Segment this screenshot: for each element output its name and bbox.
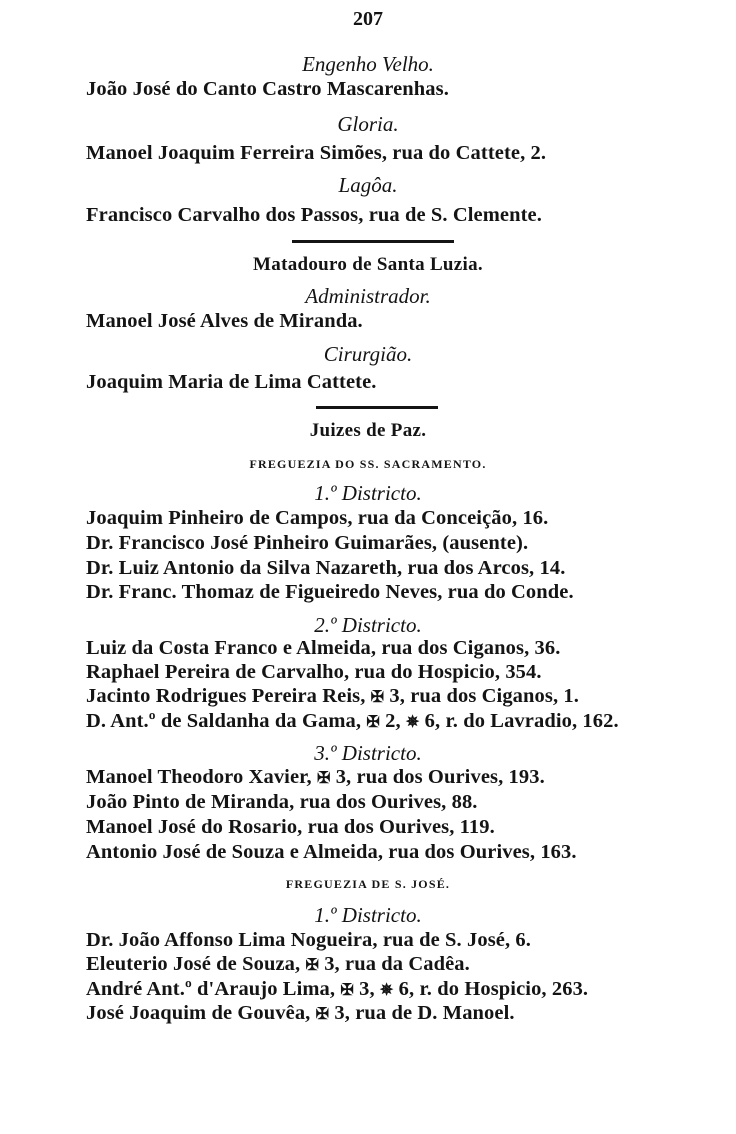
heading-engenho-velho: Engenho Velho.: [302, 52, 434, 76]
entry-line: Raphael Pereira de Carvalho, rua do Hospicio, 354.: [86, 661, 542, 683]
entry-cirurgiao: Joaquim Maria de Lima Cattete.: [86, 371, 377, 393]
heading-gloria: Gloria.: [337, 112, 399, 136]
entry-text: 3,: [359, 978, 375, 1000]
entry-text: Manoel Theodoro Xavier,: [86, 766, 312, 788]
entry-line: [86, 978, 588, 1001]
section-divider: [316, 406, 438, 409]
order-of-rose-icon: ✵: [405, 714, 420, 731]
entry-line: [86, 710, 619, 733]
entry-gloria: Manoel Joaquim Ferreira Simões, rua do Cattete, 2.: [86, 142, 547, 164]
entry-line: João Pinto de Miranda, rua dos Ourives, 88.: [86, 791, 478, 813]
order-of-christ-cross-icon: ✠: [315, 1006, 330, 1023]
heading-districto-3: 3.º Districto.: [314, 741, 422, 765]
heading-districto-2: 2.º Districto.: [314, 613, 422, 637]
entry-text: Jacinto Rodrigues Pereira Reis,: [86, 685, 366, 707]
heading-districto-1: 1.º Districto.: [314, 903, 422, 927]
entry-text: Eleuterio José de Souza,: [86, 953, 301, 975]
order-of-christ-cross-icon: ✠: [370, 689, 385, 706]
entry-line: [86, 766, 545, 789]
entry-line: Luiz da Costa Franco e Almeida, rua dos Ciganos, 36.: [86, 637, 561, 659]
entry-text: 2,: [385, 710, 401, 732]
entry-engenho-velho: João José do Canto Castro Mascarenhas.: [86, 78, 449, 100]
entry-text: D. Ant.º de Saldanha da Gama,: [86, 710, 362, 732]
entry-text: 3, rua dos Ciganos, 1.: [389, 685, 579, 707]
entry-line: Dr. Luiz Antonio da Silva Nazareth, rua dos Arcos, 14.: [86, 557, 566, 579]
heading-juizes-de-paz: Juizes de Paz.: [309, 420, 427, 441]
entry-line: Joaquim Pinheiro de Campos, rua da Conceição, 16.: [86, 507, 549, 529]
entry-lagoa: Francisco Carvalho dos Passos, rua de S. Clemente.: [86, 204, 542, 226]
section-divider: [292, 240, 454, 243]
heading-districto-1: 1.º Districto.: [314, 481, 422, 505]
heading-lagoa: Lagôa.: [338, 173, 398, 197]
order-of-rose-icon: ✵: [379, 982, 394, 999]
entry-line: Manoel José do Rosario, rua dos Ourives, 119.: [86, 816, 495, 838]
heading-matadouro: Matadouro de Santa Luzia.: [253, 254, 483, 275]
heading-cirurgiao: Cirurgião.: [323, 342, 413, 366]
entry-line: Dr. Franc. Thomaz de Figueiredo Neves, rua do Conde.: [86, 581, 574, 603]
order-of-christ-cross-icon: ✠: [340, 982, 354, 999]
entry-line: [86, 953, 470, 976]
entry-line: [86, 685, 579, 708]
entry-line: Antonio José de Souza e Almeida, rua dos Ourives, 163.: [86, 841, 577, 863]
entry-text: 6, r. do Hospicio, 263.: [398, 978, 589, 1000]
heading-administrador: Administrador.: [305, 284, 431, 308]
entry-text: José Joaquim de Gouvêa,: [86, 1002, 311, 1024]
entry-line: Dr. João Affonso Lima Nogueira, rua de S. José, 6.: [86, 929, 531, 951]
heading-freguezia-sacramento: FREGUEZIA DO SS. SACRAMENTO.: [249, 457, 487, 471]
order-of-christ-cross-icon: ✠: [305, 957, 319, 974]
entry-line: [86, 1002, 515, 1025]
page-number: 207: [353, 8, 383, 30]
entry-text: 3, rua da Cadêa.: [324, 953, 470, 975]
entry-line: Dr. Francisco José Pinheiro Guimarães, (ausente).: [86, 532, 529, 554]
entry-text: 3, rua dos Ourives, 193.: [335, 766, 545, 788]
order-of-christ-cross-icon: ✠: [366, 714, 380, 731]
order-of-christ-cross-icon: ✠: [316, 770, 331, 787]
entry-text: 3, rua de D. Manoel.: [334, 1002, 515, 1024]
heading-freguezia-sao-jose: FREGUEZIA DE S. JOSÉ.: [285, 877, 451, 891]
entry-text: 6, r. do Lavradio, 162.: [424, 710, 619, 732]
entry-text: André Ant.º d'Araujo Lima,: [86, 978, 336, 1000]
entry-administrador: Manoel José Alves de Miranda.: [86, 310, 363, 332]
